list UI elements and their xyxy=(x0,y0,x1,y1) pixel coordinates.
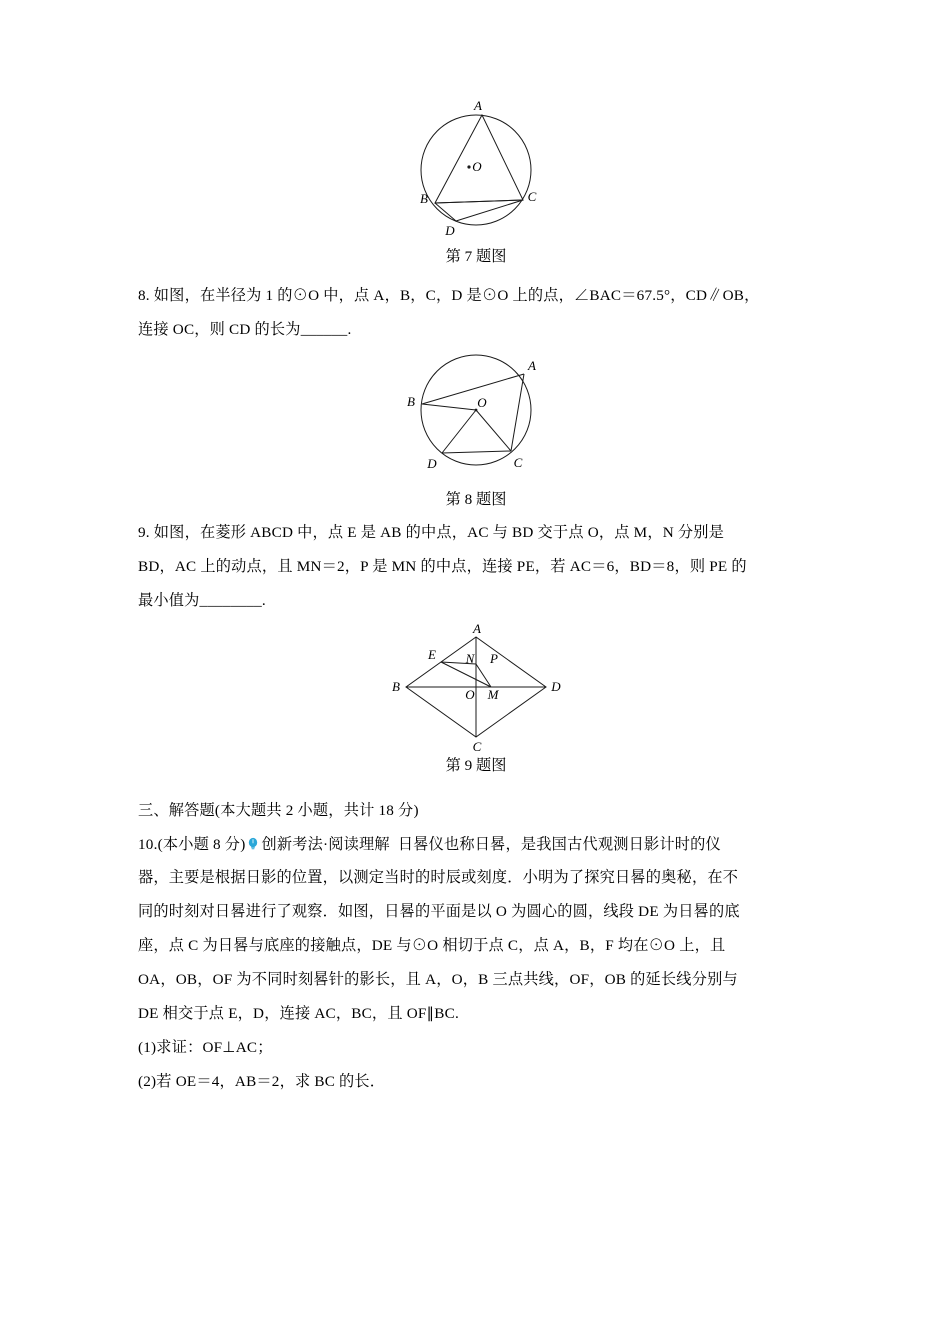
figure-9-svg xyxy=(346,619,606,754)
figure-9-caption: 第 9 题图 xyxy=(445,756,507,774)
figure-9-label-B: B xyxy=(392,678,400,694)
lightbulb-icon xyxy=(246,831,260,845)
question-10-line-3: 同的时刻对日晷进行了观察．如图，日晷的平面是以 O 为圆心的圆，线段 DE 为日晷的底 xyxy=(138,903,740,921)
question-10-sub-2: (2)若 OE＝4，AB＝2，求 BC 的长． xyxy=(138,1072,386,1090)
question-10-line-6: DE 相交于点 E，D，连接 AC，BC，且 OF∥BC. xyxy=(138,1005,459,1023)
figure-8 xyxy=(138,348,814,509)
question-9-line-3: 最小值为________. xyxy=(138,591,266,609)
figure-9-label-D: D xyxy=(551,678,561,694)
section-3-title: 三、解答题(本大题共 2 小题，共计 18 分) xyxy=(138,801,419,819)
question-9-line-1: 9. 如图，在菱形 ABCD 中，点 E 是 AB 的中点，AC 与 BD 交于点 O，点 M，N 分别是 xyxy=(138,523,725,541)
figure-9-label-P: P xyxy=(490,650,498,666)
figure-9-label-C: C xyxy=(472,738,482,754)
figure-7-label-C: C xyxy=(527,189,537,204)
figure-7-label-A: A xyxy=(474,98,482,113)
figure-9-label-E: E xyxy=(428,646,436,662)
question-10-line-4: 座，点 C 为日晷与底座的接触点，DE 与⊙O 相切于点 C，点 A，B，F 均在⊙O 上，且 xyxy=(138,937,726,955)
figure-7-svg xyxy=(356,95,596,245)
question-8-line-1: 8. 如图，在半径为 1 的⊙O 中，点 A，B，C，D 是⊙O 上的点，∠BAC＝67.5°，CD∥OB， xyxy=(138,287,760,304)
figure-9-label-N: N xyxy=(465,650,475,666)
figure-7-caption: 第 7 题图 xyxy=(445,248,507,265)
figure-8-label-D: D xyxy=(427,455,437,471)
figure-9-label-A: A xyxy=(473,620,481,636)
figure-9-label-O: O xyxy=(465,686,475,702)
question-10-line-5: OA，OB，OF 为不同时刻晷针的影长，且 A，O，B 三点共线，OF，OB 的延长线分别与 xyxy=(138,971,738,989)
figure-7-label-O: O xyxy=(472,159,482,174)
figure-8-caption: 第 8 题图 xyxy=(445,490,507,508)
figure-8-label-O: O xyxy=(477,394,487,410)
question-9 xyxy=(138,517,814,617)
figure-8-label-A: A xyxy=(528,357,536,373)
question-10-sub-1: (1)求证：OF⊥AC； xyxy=(138,1039,273,1057)
figure-7-label-D: D xyxy=(445,223,455,238)
question-9-line-2: BD，AC 上的动点，且 MN＝2，P 是 MN 的中点，连接 PE，若 AC＝6，BD＝8，则 PE 的 xyxy=(138,557,747,575)
question-10-line-2: 器，主要是根据日影的位置，以测定当时的时辰或刻度．小明为了探究日晷的奥秘，在不 xyxy=(138,869,739,887)
question-8-line-2: 连接 OC，则 CD 的长为______. xyxy=(138,320,352,338)
figure-9-label-M: M xyxy=(487,686,499,702)
figure-8-label-B: B xyxy=(407,393,415,409)
question-10-line-1: 10.(本小题 8 分) 创新考法·阅读理解 日晷仪也称日晷，是我国古代观测日影计时的仪 xyxy=(138,829,814,861)
question-10 xyxy=(138,829,814,1098)
figure-8-label-C: C xyxy=(513,454,523,470)
figure-7-label-B: B xyxy=(420,191,428,206)
figure-7 xyxy=(138,95,814,266)
figure-9 xyxy=(138,619,814,775)
page-content xyxy=(138,95,814,1100)
question-8 xyxy=(138,280,814,346)
figure-8-svg xyxy=(356,348,596,488)
